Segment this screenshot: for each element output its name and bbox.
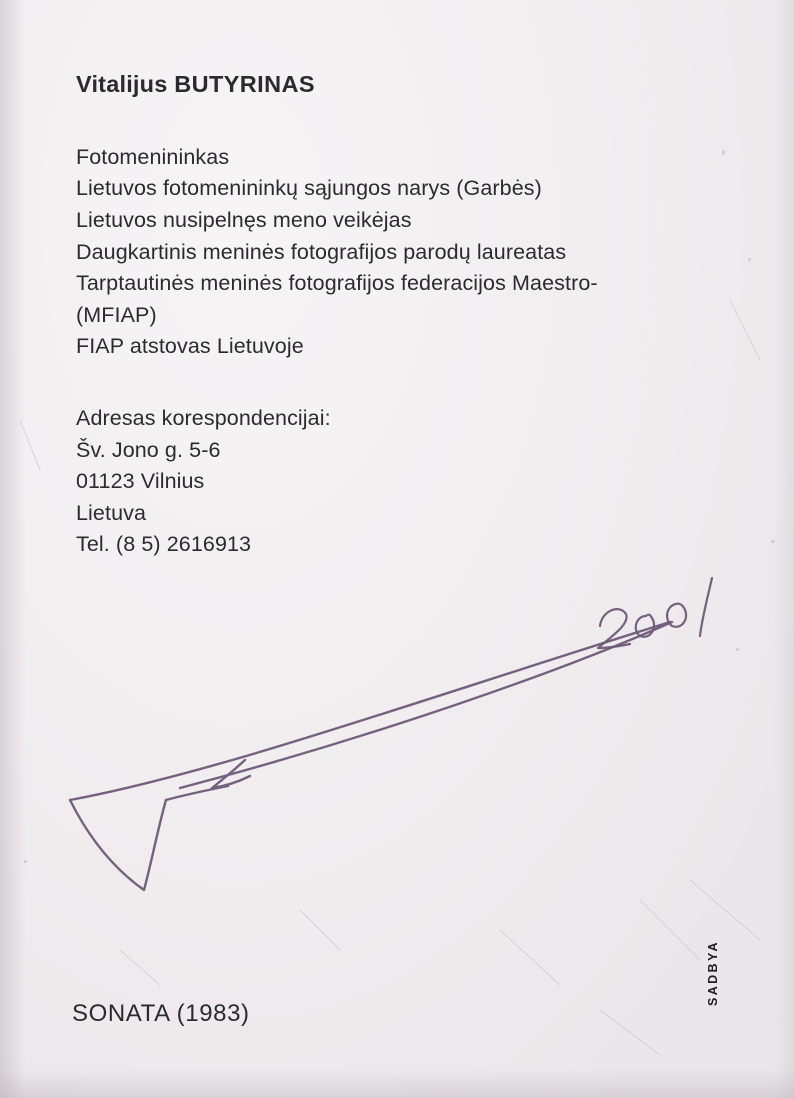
page-title bbox=[76, 72, 736, 98]
paper-speck bbox=[736, 648, 739, 651]
side-stamp: SADBYA bbox=[706, 940, 720, 1007]
paper-speck bbox=[748, 258, 751, 261]
address-block bbox=[76, 403, 736, 561]
credential-line: Lietuvos nusipelnęs meno veikėjas bbox=[76, 208, 412, 233]
credential-line: (MFIAP) bbox=[76, 302, 157, 327]
paper-speck bbox=[24, 860, 27, 863]
address-line: 01123 Vilnius bbox=[76, 469, 205, 494]
paper-speck bbox=[771, 540, 775, 543]
credential-line: Tarptautinės meninės fotografijos federacijos Maestro- bbox=[76, 271, 598, 296]
credential-line: FIAP atstovas Lietuvoje bbox=[76, 334, 304, 359]
address-line: Šv. Jono g. 5-6 bbox=[76, 437, 221, 462]
credential-line: Fotomenininkas bbox=[76, 144, 230, 169]
page-edge-shadow-right bbox=[774, 0, 794, 1098]
page-edge-shadow-bottom bbox=[0, 1068, 794, 1098]
figure-caption: SONATA (1983) bbox=[72, 1000, 250, 1027]
page-edge-shadow-left bbox=[0, 0, 26, 1098]
address-line: Lietuva bbox=[76, 500, 147, 525]
document-body bbox=[76, 72, 736, 561]
address-line: Adresas korespondencijai: bbox=[76, 406, 331, 430]
title-family-name: BUTYRINAS bbox=[174, 71, 315, 97]
title-given-name: Vitalijus bbox=[76, 71, 168, 97]
address-line: Tel. (8 5) 2616913 bbox=[76, 532, 252, 557]
credential-line: Daugkartinis meninės fotografijos parodų laureatas bbox=[76, 239, 567, 264]
credentials-list bbox=[76, 142, 736, 363]
credential-line: Lietuvos fotomenininkų sąjungos narys (Garbės) bbox=[76, 176, 542, 201]
